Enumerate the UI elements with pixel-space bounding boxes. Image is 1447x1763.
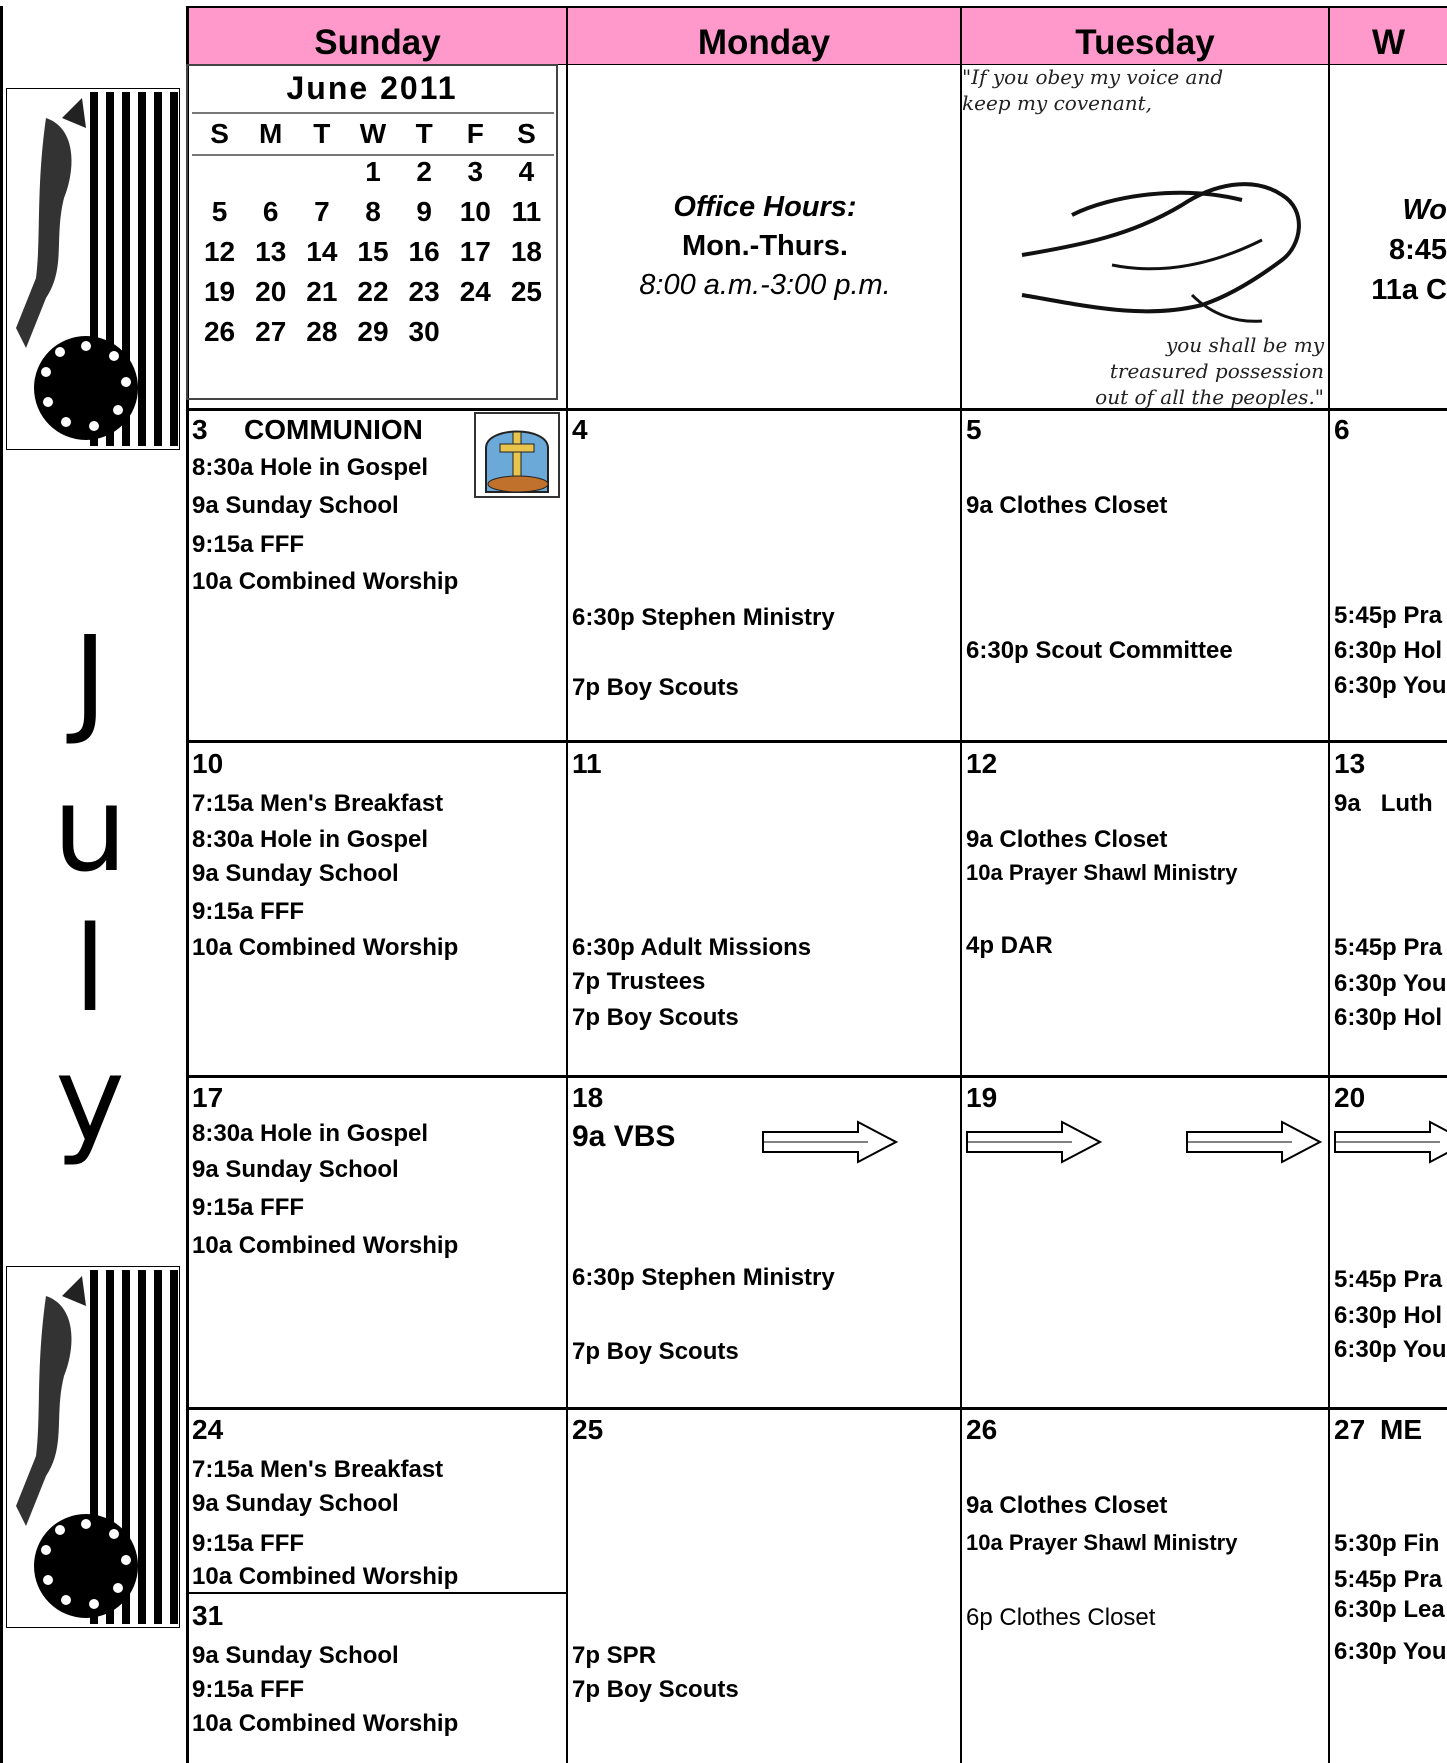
event: 6:30p Lea — [1334, 1596, 1445, 1623]
wednesday-top-note — [1330, 190, 1447, 310]
day: 29 — [357, 316, 389, 347]
arrow-clip — [1334, 1120, 1447, 1164]
vbs-event: 9a VBS — [572, 1120, 676, 1153]
day-number: 6 — [1334, 414, 1350, 445]
day: 22 — [357, 276, 389, 307]
verse-text-top-1: "If you obey my voice and — [962, 65, 1224, 89]
day: 18 — [510, 236, 542, 267]
event: 6:30p You — [1334, 1638, 1447, 1665]
header-wednesday: W — [1330, 8, 1447, 64]
day-number: 19 — [966, 1082, 998, 1113]
day: 5 — [211, 196, 228, 227]
event: 10a Combined Worship — [192, 568, 459, 595]
day: 7 — [314, 196, 330, 227]
event: 6:30p You — [1334, 970, 1447, 997]
event: 5:45p Pra — [1334, 934, 1443, 961]
event: 9:15a FFF — [192, 1676, 305, 1703]
event: 7p Boy Scouts — [572, 1676, 739, 1703]
weekday-head: F — [466, 118, 484, 149]
day-number: 26 — [966, 1414, 998, 1445]
weekday-head: W — [359, 118, 387, 149]
verse-text-bottom-1: you shall be my — [1165, 333, 1324, 357]
day — [501, 316, 552, 348]
weekday-head: S — [517, 118, 536, 149]
event: 4p DAR — [966, 932, 1053, 959]
arrow-right-icon — [762, 1120, 898, 1164]
event: 5:45p Pra — [1334, 1266, 1443, 1293]
event: 9a Clothes Closet — [966, 1492, 1168, 1519]
day-number: 24 — [192, 1414, 224, 1445]
communion-title: COMMUNION — [244, 414, 423, 445]
day-number: 17 — [192, 1082, 224, 1113]
day-number: 20 — [1334, 1082, 1366, 1113]
event: 8:30a Hole in Gospel — [192, 454, 429, 481]
event: 7p Boy Scouts — [572, 1004, 739, 1031]
event: 5:30p Fin — [1334, 1530, 1440, 1557]
mini-calendar-week — [194, 156, 552, 188]
header-tuesday: Tuesday — [962, 8, 1328, 64]
grid-line — [186, 1075, 1447, 1078]
event: 6:30p Adult Missions — [572, 934, 812, 961]
hands-icon — [962, 145, 1328, 325]
mini-calendar-week — [194, 276, 552, 308]
july-banner-top — [6, 88, 180, 450]
event: 7p Boy Scouts — [572, 1338, 739, 1365]
day: 13 — [255, 236, 287, 267]
event: 9a Sunday School — [192, 860, 399, 887]
office-hours-title: Office Hours: — [673, 191, 857, 223]
july-banner-bottom — [6, 1266, 180, 1628]
day: 26 — [203, 316, 236, 347]
day: 10 — [459, 196, 491, 227]
day — [450, 316, 501, 348]
divider — [192, 112, 554, 114]
month-letter-j: J — [72, 610, 108, 748]
verse-text-bottom-3: out of all the peoples." — [1095, 385, 1324, 409]
event: 9a Sunday School — [192, 492, 399, 519]
day-number: 11 — [572, 748, 602, 779]
verse-graphic — [962, 65, 1328, 408]
event: 6:30p You — [1334, 1336, 1447, 1363]
mini-calendar-week — [194, 236, 552, 268]
grid-line — [0, 6, 3, 1763]
day: 17 — [459, 236, 491, 267]
day: 6 — [262, 196, 279, 227]
day-number: 3 — [192, 414, 208, 445]
day-number: 27 — [1334, 1414, 1366, 1445]
day: 25 — [510, 276, 542, 307]
day: 30 — [408, 316, 440, 347]
mini-calendar-week — [194, 196, 552, 228]
header-monday: Monday — [568, 8, 960, 64]
event: 9a Sunday School — [192, 1156, 399, 1183]
verse-text-top-2: keep my covenant, — [962, 91, 1153, 115]
event: 7p SPR — [572, 1642, 657, 1669]
day: 19 — [203, 276, 236, 307]
office-hours-times: 8:00 a.m.-3:00 p.m. — [639, 269, 891, 301]
weekday-head: T — [415, 118, 433, 149]
event: 9:15a FFF — [192, 898, 305, 925]
day — [245, 156, 296, 188]
day: 27 — [255, 316, 287, 347]
header-sunday: Sunday — [189, 8, 566, 64]
arrow-right-icon — [966, 1120, 1102, 1164]
wed-note-line: 11a C — [1371, 274, 1447, 306]
communion-icon — [474, 412, 560, 498]
event: 5:45p Pra — [1334, 602, 1443, 629]
weekday-head: M — [259, 118, 283, 149]
event: 6:30p Stephen Ministry — [572, 1264, 835, 1291]
day: 21 — [306, 276, 338, 307]
event: 9a Clothes Closet — [966, 826, 1168, 853]
event: 9:15a FFF — [192, 531, 305, 558]
week4-wed-title: ME — [1380, 1414, 1422, 1445]
day: 20 — [255, 276, 287, 307]
mini-calendar-title: June 2011 — [286, 70, 458, 106]
event: 6:30p Scout Committee — [966, 637, 1233, 664]
mini-calendar-week — [194, 316, 552, 348]
day: 16 — [408, 236, 440, 267]
day: 12 — [203, 236, 236, 267]
event: 6:30p Hol — [1334, 1302, 1443, 1329]
day-number: 4 — [572, 414, 588, 445]
grid-line — [566, 6, 568, 1763]
event: 8:30a Hole in Gospel — [192, 1120, 429, 1147]
arrow-right-icon — [1186, 1120, 1322, 1164]
event: 9a Clothes Closet — [966, 492, 1168, 519]
month-letter-u: u — [52, 760, 128, 898]
event: 8:30a Hole in Gospel — [192, 826, 429, 853]
weekday-head: T — [313, 118, 331, 149]
day-number: 31 — [192, 1600, 224, 1631]
mini-calendar-weekdays — [194, 118, 552, 150]
month-letter-l: l — [73, 900, 107, 1038]
day: 15 — [357, 236, 389, 267]
event: 10a Combined Worship — [192, 1563, 459, 1590]
event: 6p Clothes Closet — [966, 1604, 1156, 1631]
event: 7:15a Men's Breakfast — [192, 790, 444, 817]
event: 9a Luth — [1334, 790, 1433, 817]
day: 14 — [306, 236, 338, 267]
day: 24 — [459, 276, 491, 307]
weekday-head: S — [210, 118, 229, 149]
event: 6:30p You — [1334, 672, 1447, 699]
event: 5:45p Pra — [1334, 1566, 1443, 1593]
event: 6:30p Hol — [1334, 1004, 1443, 1031]
event: 6:30p Hol — [1334, 637, 1443, 664]
event: 7p Boy Scouts — [572, 674, 739, 701]
event: 10a Combined Worship — [192, 1232, 459, 1259]
event: 7:15a Men's Breakfast — [192, 1456, 444, 1483]
office-hours — [570, 188, 960, 305]
event: 10a Combined Worship — [192, 1710, 459, 1737]
grid-line — [186, 740, 1447, 743]
day-number: 13 — [1334, 748, 1366, 779]
wed-note-line: 8:45 — [1388, 234, 1447, 266]
day: 11 — [511, 196, 542, 227]
day: 1 — [365, 156, 381, 187]
event: 9a Sunday School — [192, 1490, 399, 1517]
event: 9:15a FFF — [192, 1194, 305, 1221]
day: 8 — [365, 196, 381, 227]
day-number: 25 — [572, 1414, 604, 1445]
wed-note-line: Wo — [1402, 194, 1447, 226]
event: 7p Trustees — [572, 968, 706, 995]
event: 9a Sunday School — [192, 1642, 399, 1669]
verse-text-bottom-2: treasured possession — [1109, 359, 1324, 383]
event: 9:15a FFF — [192, 1530, 305, 1557]
day — [296, 156, 347, 188]
event: 6:30p Stephen Ministry — [572, 604, 835, 631]
day: 28 — [306, 316, 338, 347]
day: 9 — [416, 196, 432, 227]
day-number: 5 — [966, 414, 982, 445]
grid-line — [186, 1407, 1447, 1410]
event: 10a Prayer Shawl Ministry — [966, 860, 1238, 885]
grid-line — [186, 1592, 566, 1594]
day-number: 12 — [966, 748, 998, 779]
day-number: 10 — [192, 748, 224, 779]
event: 10a Prayer Shawl Ministry — [966, 1530, 1238, 1555]
mini-calendar — [186, 64, 558, 400]
arrow-right-icon — [1334, 1120, 1447, 1164]
day: 23 — [408, 276, 440, 307]
day: 2 — [416, 156, 432, 187]
day: 4 — [518, 156, 535, 187]
office-hours-days: Mon.-Thurs. — [682, 230, 848, 262]
day: 3 — [467, 156, 484, 187]
day — [194, 156, 245, 188]
day-number: 18 — [572, 1082, 604, 1113]
month-letter-y: y — [55, 1030, 125, 1168]
event: 10a Combined Worship — [192, 934, 459, 961]
